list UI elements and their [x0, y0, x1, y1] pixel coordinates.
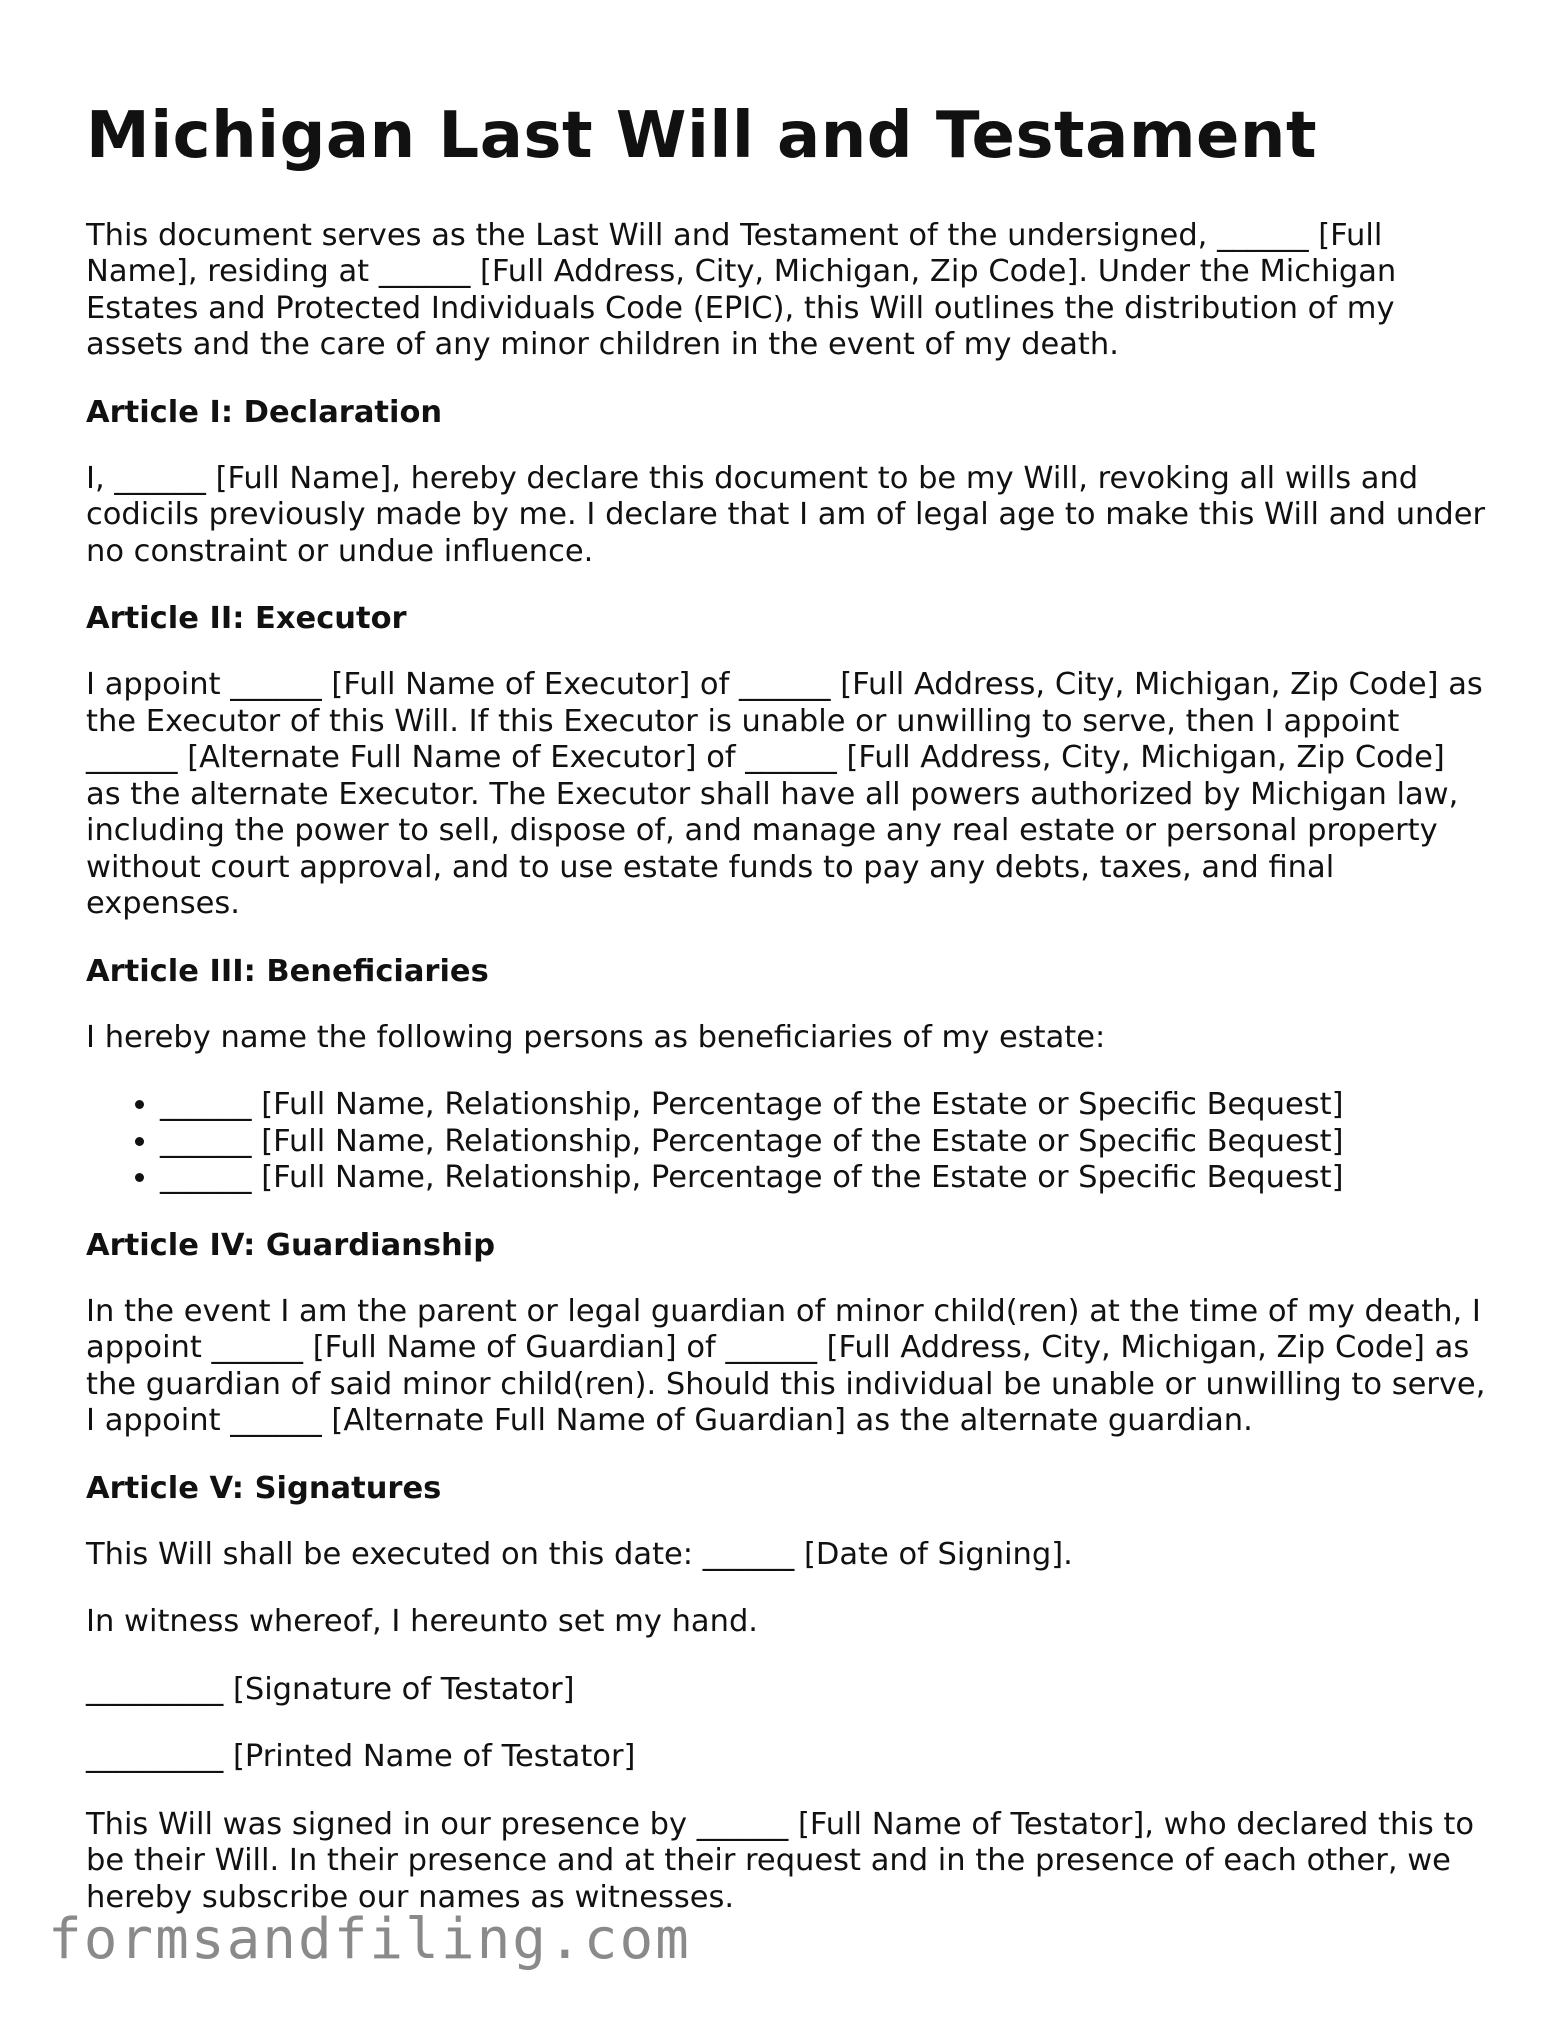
document-page	[86, 100, 1486, 1947]
article-5-heading: Article V: Signatures	[86, 1470, 442, 1506]
article-1-heading: Article I: Declaration	[86, 394, 443, 430]
printed-name-line: _________ [Printed Name of Testator]	[86, 1739, 636, 1775]
list-item: • ______ [Full Name, Relationship, Percentage of the Estate or Specific Bequest]	[160, 1087, 1486, 1124]
article-3-heading: Article III: Beneficiaries	[86, 953, 489, 989]
article-1-text: I, ______ [Full Name], hereby declare this document to be my Will, revoking all wills and codicils previously made by me. I declare that I am of legal age to make this Will and under no constraint or undue influence.	[86, 460, 1486, 569]
witness-line: In witness whereof, I hereunto set my hand.	[86, 1604, 758, 1640]
article-4-heading: Article IV: Guardianship	[86, 1227, 496, 1263]
intro-paragraph: This document serves as the Last Will and Testament of the undersigned, ______ [Full Name], residing at ______ [Full Address, City, Michigan, Zip Code]. Under the Michigan Estates and Protected Individuals Code (EPIC), this Will outlines the distribution of my assets and the care of any minor children in the event of my death.	[86, 217, 1397, 363]
article-4-text: In the event I am the parent or legal guardian of minor child(ren) at the time of my death, I appoint ______ [Full Name of Guardian] of ______ [Full Address, City, Michigan, Zip Code] as the guardian of said minor child(ren). Should this individual be unable or unwilling to serve, I appoint ______ [Alternate Full Name of Guardian] as the alternate guardian.	[86, 1293, 1486, 1439]
beneficiaries-list	[86, 1087, 1486, 1197]
article-3-text: I hereby name the following persons as beneficiaries of my estate:	[86, 1019, 1106, 1055]
list-item: • ______ [Full Name, Relationship, Percentage of the Estate or Specific Bequest]	[160, 1124, 1486, 1161]
article-2-heading: Article II: Executor	[86, 601, 407, 637]
witness-statement: This Will was signed in our presence by ______ [Full Name of Testator], who declared this to be their Will. In their presence and at their request and in the presence of each other, we hereby subscribe our names as witnesses.	[86, 1806, 1475, 1915]
list-item: • ______ [Full Name, Relationship, Percentage of the Estate or Specific Bequest]	[160, 1160, 1486, 1197]
page-title: Michigan Last Will and Testament	[86, 99, 1318, 173]
article-2-text: I appoint ______ [Full Name of Executor] of ______ [Full Address, City, Michigan, Zip Code] as the Executor of this Will. If this Executor is unable or unwilling to serve, then I appoint ______ [Alternate Full Name of Executor] of ______ [Full Address, City, Michigan, Zip Code] as the alternate Executor. The Executor shall have all powers authorized by Michigan law, including the power to sell, dispose of, and manage any real estate or personal property without court approval, and to use estate funds to pay any debts, taxes, and final expenses.	[86, 667, 1483, 922]
signature-line: _________ [Signature of Testator]	[86, 1671, 575, 1707]
date-line: This Will shall be executed on this date: ______ [Date of Signing].	[86, 1536, 1073, 1572]
watermark: formsandfiling.com	[48, 1907, 691, 1972]
